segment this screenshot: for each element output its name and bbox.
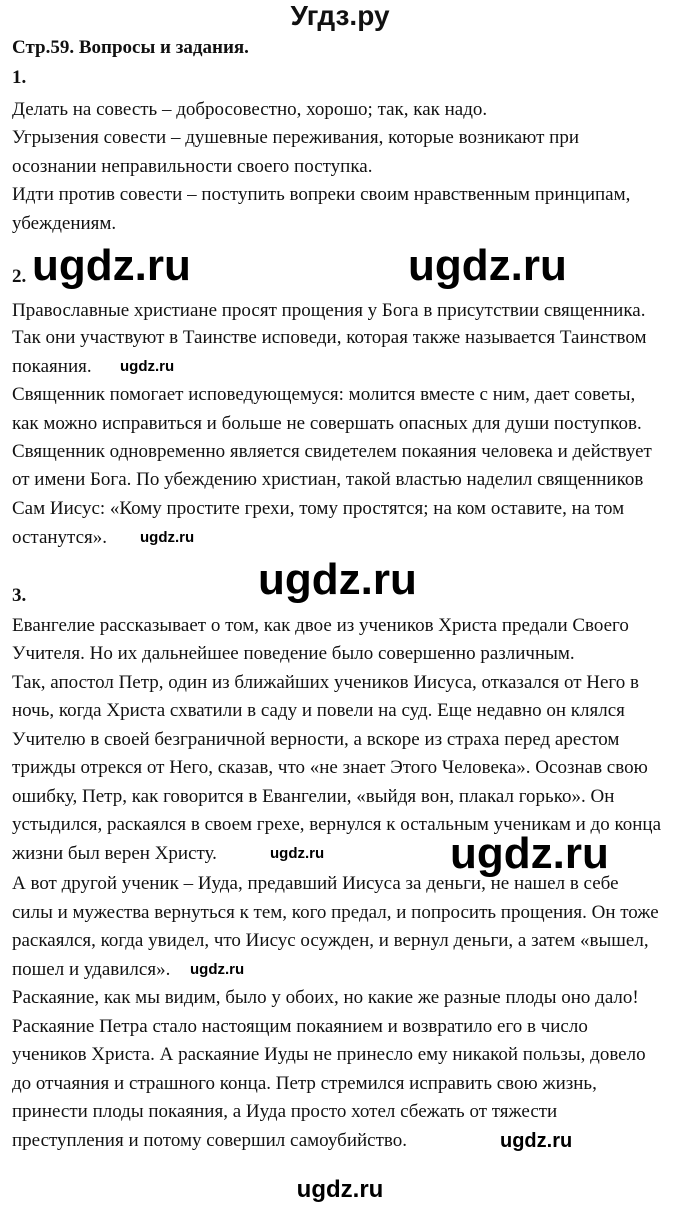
text-line: Православные христиане просят прощения у Бога в присутствии священника. (12, 300, 646, 321)
watermark: ugdz.ru (408, 241, 567, 290)
watermark: ugdz.ru (500, 1130, 573, 1152)
text-line: от имени Бога. По убеждению христиан, такой властью наделил священников (12, 469, 644, 490)
text-line: Делать на совесть – добросовестно, хорошо; так, как надо. (12, 99, 488, 120)
text-line: убеждениям. (12, 213, 117, 234)
watermark: ugdz.ru (190, 961, 245, 978)
text-line: Священник помогает исповедующемуся: молится вместе с ним, дает советы, (12, 384, 636, 405)
text-line: Священник одновременно является свидетелем покаяния человека и действует (12, 441, 652, 462)
text-line: покаяния. (12, 356, 92, 377)
text-line: Идти против совести – поступить вопреки своим нравственным принципам, (12, 184, 631, 205)
text-line: останутся». (12, 527, 107, 548)
text-line: ночь, когда Христа схватили в саду и повели на суд. Еще недавно он клялся (12, 700, 625, 721)
section-number: 2. (12, 266, 27, 287)
text-line: Раскаяние, как мы видим, было у обоих, но какие же разные плоды оно дало! (12, 987, 639, 1008)
text-line: учеников Христа. А раскаяние Иуды не принесло ему никакой пользы, довело (12, 1044, 646, 1065)
text-line: принести плоды покаяния, а Иуда просто хотел сбежать от тяжести (12, 1101, 558, 1122)
text-line: осознании неправильности своего поступка. (12, 156, 373, 177)
site-title: Угдз.ру (290, 0, 390, 31)
watermark: ugdz.ru (120, 358, 175, 375)
section-number: 1. (12, 67, 27, 88)
text-line: преступления и потому совершил самоубийство. (12, 1130, 408, 1151)
footer-watermark: ugdz.ru (296, 1176, 384, 1203)
watermark: ugdz.ru (258, 555, 417, 604)
page-heading: Стр.59. Вопросы и задания. (12, 37, 249, 58)
text-line: жизни был верен Христу. (12, 843, 217, 864)
text-line: А вот другой ученик – Иуда, предавший Иисуса за деньги, не нашел в себе (12, 873, 619, 894)
text-line: Угрызения совести – душевные переживания, которые возникают при (12, 127, 579, 148)
text-line: Раскаяние Петра стало настоящим покаянием и возвратило его в число (12, 1016, 588, 1037)
watermark: ugdz.ru (450, 829, 609, 878)
text-line: раскаялся, когда увидел, что Иисус осужден, и вернул деньги, а затем «вышел, (12, 930, 649, 951)
text-line: Учителю в своей безграничной верности, а вскоре из страха перед арестом (12, 729, 620, 750)
text-line: до отчаяния и страшного конца. Петр стремился исправить свою жизнь, (12, 1073, 597, 1094)
text-line: Так они участвуют в Таинстве исповеди, которая также называется Таинством (12, 327, 647, 348)
watermark: ugdz.ru (32, 241, 191, 290)
text-line: Учителя. Но их дальнейшее поведение было совершенно различным. (12, 643, 575, 664)
text-line: трижды отрекся от Него, сказав, что «не знает Этого Человека». Осознав свою (12, 757, 648, 778)
text-line: силы и мужества вернуться к тем, кого предал, и попросить прощения. Он тоже (12, 902, 659, 923)
text-line: Так, апостол Петр, один из ближайших учеников Иисуса, отказался от Него в (12, 672, 639, 693)
watermark: ugdz.ru (270, 845, 325, 862)
text-line: Евангелие рассказывает о том, как двое из учеников Христа предали Своего (12, 615, 629, 636)
text-line: ошибку, Петр, как говорится в Евангелии, «выйдя вон, плакал горько». Он (12, 786, 615, 807)
text-line: как можно исправиться и больше не совершать опасных для души поступков. (12, 413, 642, 434)
section-number: 3. (12, 585, 27, 606)
text-line: Сам Иисус: «Кому простите грехи, тому простятся; на ком оставите, на том (12, 498, 625, 519)
text-line: устыдился, раскаялся в своем грехе, вернулся к остальным ученикам и до конца (12, 814, 661, 835)
text-line: пошел и удавился». (12, 959, 171, 980)
watermark: ugdz.ru (140, 529, 195, 546)
